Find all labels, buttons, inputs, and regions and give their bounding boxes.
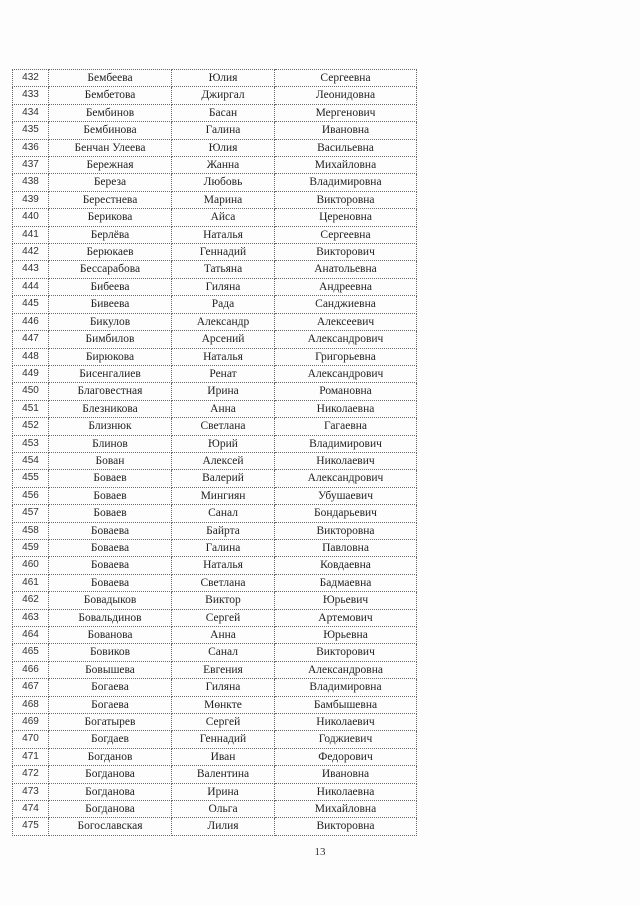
patronymic: Федорович [275,748,417,765]
last-name: Бованова [49,627,172,644]
last-name: Бибеева [49,278,172,295]
patronymic: Сергеевна [275,70,417,87]
first-name: Александр [172,313,275,330]
table-row [13,87,417,104]
row-number: 441 [13,226,49,243]
last-name: Бован [49,452,172,469]
table-row [13,365,417,382]
last-name: Боваев [49,470,172,487]
table-row [13,244,417,261]
row-number: 457 [13,505,49,522]
table-row [13,748,417,765]
table-row [13,661,417,678]
first-name: Галина [172,539,275,556]
first-name: Ирина [172,383,275,400]
row-number: 475 [13,818,49,835]
patronymic: Артемович [275,609,417,626]
table-row [13,104,417,121]
first-name: Валерий [172,470,275,487]
first-name: Ирина [172,783,275,800]
last-name: Благовестная [49,383,172,400]
row-number: 438 [13,174,49,191]
row-number: 471 [13,748,49,765]
table-row [13,609,417,626]
first-name: Юлия [172,70,275,87]
row-number: 474 [13,801,49,818]
last-name: Боваева [49,557,172,574]
table-row [13,296,417,313]
row-number: 463 [13,609,49,626]
row-number: 447 [13,331,49,348]
patronymic: Мергенович [275,104,417,121]
last-name: Богатырев [49,714,172,731]
last-name: Берикова [49,209,172,226]
first-name: Светлана [172,574,275,591]
table-row [13,348,417,365]
last-name: Блезникова [49,400,172,417]
row-number: 440 [13,209,49,226]
first-name: Ольга [172,801,275,818]
patronymic: Николаевна [275,783,417,800]
row-number: 450 [13,383,49,400]
patronymic: Александровна [275,661,417,678]
last-name: Близнюк [49,418,172,435]
first-name: Татьяна [172,261,275,278]
patronymic: Александрович [275,365,417,382]
first-name: Лилия [172,818,275,835]
patronymic: Владимирович [275,435,417,452]
table-row [13,174,417,191]
patronymic: Санджиевна [275,296,417,313]
first-name: Ренат [172,365,275,382]
table-row [13,539,417,556]
first-name: Алексей [172,452,275,469]
row-number: 473 [13,783,49,800]
last-name: Богаева [49,679,172,696]
patronymic: Бамбышевна [275,696,417,713]
roster-body [13,70,417,836]
row-number: 472 [13,766,49,783]
patronymic: Годжиевич [275,731,417,748]
table-row [13,766,417,783]
table-row [13,470,417,487]
first-name: Марина [172,191,275,208]
row-number: 445 [13,296,49,313]
table-row [13,70,417,87]
patronymic: Васильевна [275,139,417,156]
table-row [13,435,417,452]
first-name: Виктор [172,592,275,609]
first-name: Санал [172,505,275,522]
row-number: 465 [13,644,49,661]
row-number: 461 [13,574,49,591]
row-number: 432 [13,70,49,87]
row-number: 434 [13,104,49,121]
table-row [13,644,417,661]
first-name: Евгения [172,661,275,678]
row-number: 453 [13,435,49,452]
patronymic: Убушаевич [275,487,417,504]
first-name: Валентина [172,766,275,783]
last-name: Берюкаев [49,244,172,261]
patronymic: Викторовна [275,191,417,208]
table-row [13,452,417,469]
last-name: Бовадыков [49,592,172,609]
first-name: Юлия [172,139,275,156]
patronymic: Алексеевич [275,313,417,330]
last-name: Боваева [49,522,172,539]
row-number: 458 [13,522,49,539]
row-number: 460 [13,557,49,574]
last-name: Бисенгалиев [49,365,172,382]
patronymic: Викторовна [275,522,417,539]
table-row [13,574,417,591]
first-name: Рада [172,296,275,313]
patronymic: Владимировна [275,174,417,191]
table-row [13,313,417,330]
first-name: Байрта [172,522,275,539]
patronymic: Викторовна [275,818,417,835]
row-number: 435 [13,122,49,139]
patronymic: Ивановна [275,766,417,783]
table-row [13,226,417,243]
last-name: Боваев [49,487,172,504]
table-row [13,592,417,609]
last-name: Богославская [49,818,172,835]
patronymic: Романовна [275,383,417,400]
row-number: 446 [13,313,49,330]
first-name: Наталья [172,557,275,574]
last-name: Бенчан Улеева [49,139,172,156]
patronymic: Николаевич [275,714,417,731]
patronymic: Михайловна [275,801,417,818]
page-number: 13 [314,846,326,858]
patronymic: Владимировна [275,679,417,696]
table-row [13,731,417,748]
last-name: Бивеева [49,296,172,313]
patronymic: Ковдаевна [275,557,417,574]
row-number: 451 [13,400,49,417]
patronymic: Николаевна [275,400,417,417]
table-row [13,157,417,174]
patronymic: Павловна [275,539,417,556]
patronymic: Юрьевна [275,627,417,644]
first-name: Наталья [172,226,275,243]
table-row [13,487,417,504]
table-row [13,505,417,522]
last-name: Бовальдинов [49,609,172,626]
patronymic: Цереновна [275,209,417,226]
table-row [13,627,417,644]
patronymic: Сергеевна [275,226,417,243]
last-name: Бессарабова [49,261,172,278]
first-name: Мингиян [172,487,275,504]
last-name: Богданова [49,801,172,818]
row-number: 436 [13,139,49,156]
table-row [13,331,417,348]
row-number: 442 [13,244,49,261]
row-number: 455 [13,470,49,487]
first-name: Геннадий [172,244,275,261]
first-name: Любовь [172,174,275,191]
first-name: Сергей [172,714,275,731]
last-name: Боваева [49,574,172,591]
patronymic: Григорьевна [275,348,417,365]
row-number: 462 [13,592,49,609]
first-name: Гиляна [172,679,275,696]
first-name: Юрий [172,435,275,452]
table-row [13,557,417,574]
patronymic: Бадмаевна [275,574,417,591]
first-name: Джиргал [172,87,275,104]
patronymic: Анатольевна [275,261,417,278]
last-name: Бембетова [49,87,172,104]
patronymic: Андреевна [275,278,417,295]
row-number: 433 [13,87,49,104]
last-name: Богданов [49,748,172,765]
patronymic: Александрович [275,331,417,348]
first-name: Анна [172,400,275,417]
table-row [13,818,417,835]
table-row [13,191,417,208]
row-number: 444 [13,278,49,295]
last-name: Берестнева [49,191,172,208]
table-row [13,209,417,226]
row-number: 464 [13,627,49,644]
table-row [13,801,417,818]
last-name: Богаева [49,696,172,713]
patronymic: Викторович [275,244,417,261]
first-name: Мөнкте [172,696,275,713]
last-name: Бембинов [49,104,172,121]
patronymic: Юрьевич [275,592,417,609]
table-row [13,696,417,713]
row-number: 437 [13,157,49,174]
first-name: Жанна [172,157,275,174]
row-number: 449 [13,365,49,382]
table-row [13,139,417,156]
last-name: Боваев [49,505,172,522]
row-number: 443 [13,261,49,278]
table-row [13,122,417,139]
first-name: Геннадий [172,731,275,748]
patronymic: Гагаевна [275,418,417,435]
table-row [13,400,417,417]
patronymic: Бондарьевич [275,505,417,522]
row-number: 456 [13,487,49,504]
table-row [13,383,417,400]
patronymic: Леонидовна [275,87,417,104]
last-name: Бембеева [49,70,172,87]
first-name: Гиляна [172,278,275,295]
last-name: Бовышева [49,661,172,678]
last-name: Берлёва [49,226,172,243]
first-name: Арсений [172,331,275,348]
first-name: Айса [172,209,275,226]
last-name: Богданова [49,766,172,783]
first-name: Анна [172,627,275,644]
first-name: Галина [172,122,275,139]
first-name: Басан [172,104,275,121]
last-name: Бережная [49,157,172,174]
table-row [13,261,417,278]
row-number: 459 [13,539,49,556]
table-row [13,522,417,539]
table-row [13,783,417,800]
table-row [13,714,417,731]
first-name: Светлана [172,418,275,435]
table-row [13,418,417,435]
row-number: 454 [13,452,49,469]
table-row [13,679,417,696]
first-name: Наталья [172,348,275,365]
last-name: Бимбилов [49,331,172,348]
patronymic: Михайловна [275,157,417,174]
row-number: 452 [13,418,49,435]
last-name: Бикулов [49,313,172,330]
last-name: Бовиков [49,644,172,661]
row-number: 448 [13,348,49,365]
row-number: 468 [13,696,49,713]
last-name: Блинов [49,435,172,452]
row-number: 469 [13,714,49,731]
row-number: 467 [13,679,49,696]
last-name: Боваева [49,539,172,556]
last-name: Бирюкова [49,348,172,365]
patronymic: Викторович [275,644,417,661]
last-name: Богданова [49,783,172,800]
last-name: Бембинова [49,122,172,139]
row-number: 466 [13,661,49,678]
first-name: Сергей [172,609,275,626]
row-number: 439 [13,191,49,208]
patronymic: Александрович [275,470,417,487]
first-name: Иван [172,748,275,765]
last-name: Береза [49,174,172,191]
patronymic: Ивановна [275,122,417,139]
roster-table [12,69,417,836]
table-row [13,278,417,295]
patronymic: Николаевич [275,452,417,469]
first-name: Санал [172,644,275,661]
row-number: 470 [13,731,49,748]
last-name: Богдаев [49,731,172,748]
